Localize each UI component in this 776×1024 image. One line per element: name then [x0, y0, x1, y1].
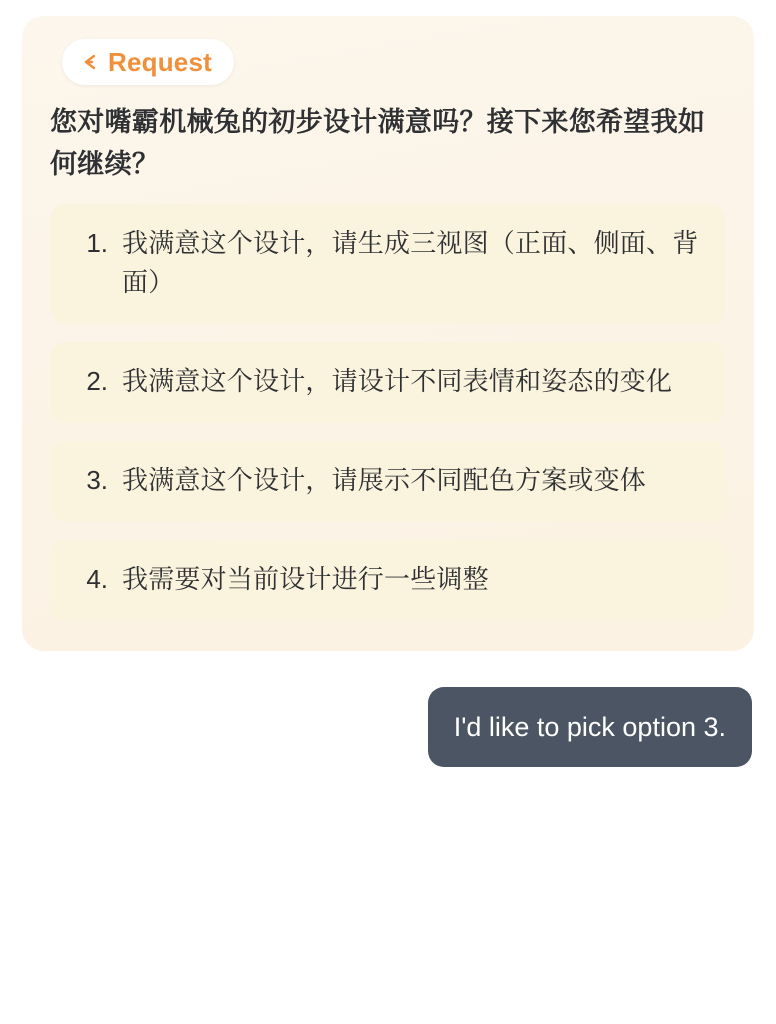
- option-number: 4.: [86, 563, 108, 594]
- user-message-bubble: I'd like to pick option 3.: [428, 687, 752, 767]
- option-list: [50, 204, 726, 621]
- option-label: 我满意这个设计，请生成三视图（正面、侧面、背面）: [122, 227, 699, 297]
- option-number: 1.: [86, 227, 108, 258]
- option-label: 我需要对当前设计进行一些调整: [122, 563, 489, 594]
- option-label: 我满意这个设计，请设计不同表情和姿态的变化: [122, 365, 673, 396]
- option-number: 2.: [86, 365, 108, 396]
- list-item[interactable]: [50, 342, 726, 423]
- request-badge: [62, 39, 234, 85]
- list-item[interactable]: [50, 204, 726, 324]
- list-item[interactable]: [50, 540, 726, 621]
- request-badge-label: Request: [108, 47, 212, 77]
- option-number: 3.: [86, 464, 108, 495]
- request-card: [22, 16, 754, 651]
- request-question: 您对嘴霸机械兔的初步设计满意吗？接下来您希望我如何继续？: [50, 107, 706, 179]
- list-item[interactable]: [50, 441, 726, 522]
- arrow-curve-up-left-icon: [80, 52, 100, 72]
- user-message-row: [22, 687, 754, 767]
- option-label: 我满意这个设计，请展示不同配色方案或变体: [122, 464, 647, 495]
